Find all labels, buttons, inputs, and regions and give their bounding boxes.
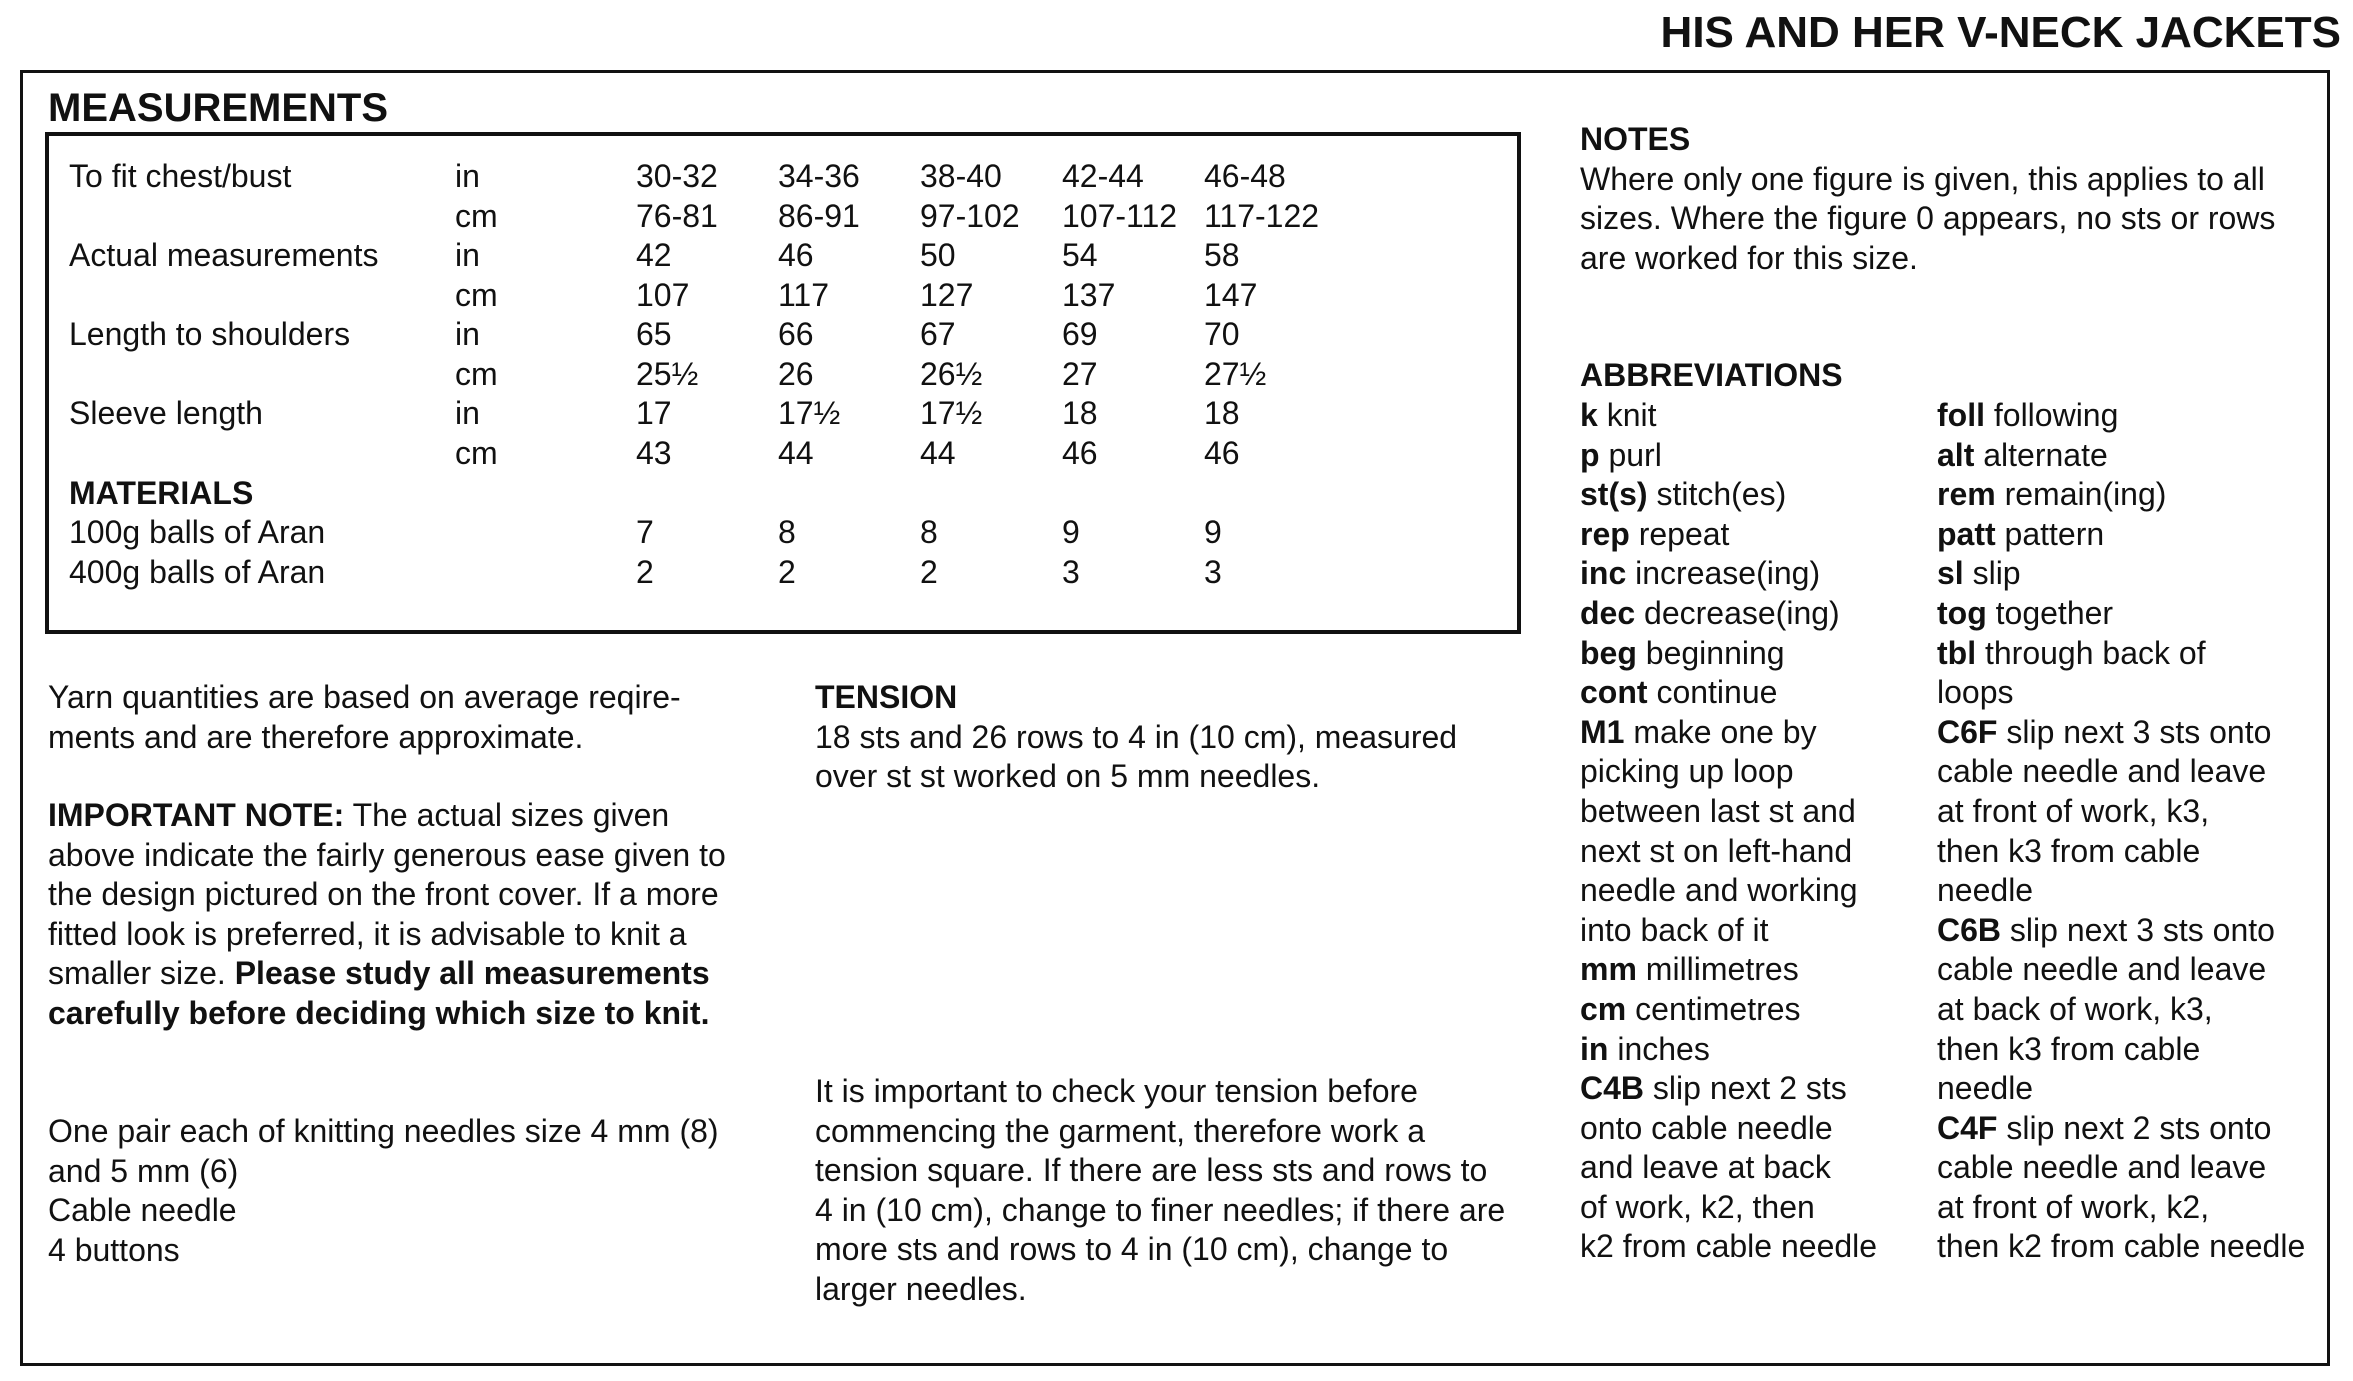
abbreviation-text: needle bbox=[1937, 1070, 2034, 1107]
abbreviation-key: tog bbox=[1937, 594, 1987, 631]
abbreviation-text: continue bbox=[1647, 674, 1778, 711]
abbreviation-text: make one by bbox=[1624, 713, 1817, 750]
measurement-value: 46 bbox=[778, 237, 814, 273]
materials-value: 7 bbox=[636, 514, 654, 550]
abbreviation-key: rep bbox=[1580, 515, 1630, 552]
abbreviation-text: stitch(es) bbox=[1647, 476, 1787, 513]
abbreviation-key: mm bbox=[1580, 951, 1637, 988]
tension-title: TENSION bbox=[815, 679, 958, 715]
materials-value: 8 bbox=[920, 514, 938, 550]
abbreviations-right-column bbox=[1937, 396, 2305, 1267]
abbreviation-item bbox=[1580, 1148, 1877, 1188]
abbreviation-text: slip next 2 sts onto bbox=[1997, 1109, 2272, 1146]
needles-line: Cable needle bbox=[48, 1192, 237, 1229]
abbreviation-text: alternate bbox=[1974, 436, 2108, 473]
abbreviation-item bbox=[1580, 673, 1877, 713]
abbreviation-item bbox=[1937, 911, 2305, 951]
abbreviation-key: C4B bbox=[1580, 1070, 1645, 1107]
measurement-value: 27 bbox=[1062, 356, 1098, 392]
needles-line: 4 buttons bbox=[48, 1231, 180, 1268]
abbreviation-item bbox=[1937, 792, 2305, 832]
abbreviation-text: inches bbox=[1608, 1030, 1710, 1067]
tension-line: 18 sts and 26 rows to 4 in (10 cm), measured bbox=[815, 718, 1458, 755]
measurement-value: 26 bbox=[778, 356, 814, 392]
notes-line: Where only one figure is given, this applies to all bbox=[1580, 160, 2265, 197]
measurement-value: 137 bbox=[1062, 277, 1116, 313]
measurement-value: 107-112 bbox=[1062, 198, 1178, 234]
measurement-unit: cm bbox=[455, 277, 498, 313]
measurement-value: 44 bbox=[778, 435, 814, 471]
abbreviation-text: cable needle and leave bbox=[1937, 753, 2267, 790]
measurement-value: 86-91 bbox=[778, 198, 860, 234]
materials-label: 100g balls of Aran bbox=[69, 514, 326, 550]
abbreviations-title: ABBREVIATIONS bbox=[1580, 357, 1843, 393]
abbreviation-text: beginning bbox=[1636, 634, 1785, 671]
abbreviation-item bbox=[1937, 673, 2305, 713]
abbreviation-item bbox=[1580, 594, 1877, 634]
abbreviation-item bbox=[1580, 1030, 1877, 1070]
materials-title: MATERIALS bbox=[69, 475, 254, 511]
important-note-text: smaller size. bbox=[48, 955, 235, 992]
abbreviation-text: increase(ing) bbox=[1626, 555, 1821, 592]
abbreviation-item bbox=[1580, 990, 1877, 1030]
abbreviation-text: pattern bbox=[1995, 515, 2105, 552]
measurement-unit: in bbox=[455, 237, 480, 273]
materials-value: 9 bbox=[1204, 514, 1222, 550]
abbreviation-key: k bbox=[1580, 397, 1598, 433]
abbreviation-item bbox=[1580, 1109, 1877, 1149]
measurement-value: 17½ bbox=[920, 395, 983, 431]
abbreviation-text: between last st and bbox=[1580, 792, 1856, 829]
measurement-value: 107 bbox=[636, 277, 690, 313]
abbreviation-item bbox=[1580, 1227, 1877, 1267]
abbreviation-item bbox=[1580, 792, 1877, 832]
abbreviation-text: through back of bbox=[1976, 634, 2206, 671]
abbreviation-item bbox=[1937, 1227, 2305, 1267]
abbreviation-text: then k3 from cable bbox=[1937, 832, 2201, 869]
abbreviation-key: patt bbox=[1937, 515, 1996, 552]
measurement-value: 38-40 bbox=[920, 158, 1002, 194]
tension-section bbox=[815, 678, 1457, 797]
abbreviation-key: cm bbox=[1580, 990, 1627, 1027]
abbreviation-item bbox=[1580, 832, 1877, 872]
important-note-emphasis: Please study all measurements bbox=[234, 955, 710, 992]
measurement-value: 46-48 bbox=[1204, 158, 1286, 194]
measurement-value: 27½ bbox=[1204, 356, 1267, 392]
measurement-value: 97-102 bbox=[920, 198, 1020, 234]
materials-value: 3 bbox=[1062, 554, 1080, 590]
materials-value: 2 bbox=[636, 554, 654, 590]
measurement-unit: in bbox=[455, 395, 480, 431]
abbreviation-text: k2 from cable needle bbox=[1580, 1228, 1878, 1265]
abbreviation-text: at front of work, k3, bbox=[1937, 792, 2210, 829]
tension-check-line: 4 in (10 cm), change to finer needles; if there are bbox=[815, 1191, 1506, 1228]
abbreviation-item bbox=[1580, 911, 1877, 951]
measurement-label: To fit chest/bust bbox=[69, 158, 292, 194]
yarn-note bbox=[48, 678, 681, 757]
measurement-value: 46 bbox=[1204, 435, 1240, 471]
measurement-unit: cm bbox=[455, 198, 498, 234]
measurement-value: 25½ bbox=[636, 356, 699, 392]
measurement-unit: cm bbox=[455, 435, 498, 471]
abbreviation-text: remain(ing) bbox=[1995, 476, 2167, 513]
tension-check-line: more sts and rows to 4 in (10 cm), change to bbox=[815, 1231, 1449, 1268]
abbreviation-item bbox=[1937, 1069, 2305, 1109]
abbreviation-text: needle bbox=[1937, 872, 2034, 909]
materials-value: 2 bbox=[778, 554, 796, 590]
measurement-value: 18 bbox=[1062, 395, 1098, 431]
abbreviation-key: sl bbox=[1937, 555, 1964, 592]
measurement-value: 42 bbox=[636, 237, 672, 273]
measurement-value: 18 bbox=[1204, 395, 1240, 431]
abbreviation-item bbox=[1937, 713, 2305, 753]
yarn-note-line: Yarn quantities are based on average reqire- bbox=[48, 679, 681, 715]
abbreviation-text: cable needle and leave bbox=[1937, 951, 2267, 988]
abbreviation-item bbox=[1937, 634, 2305, 674]
abbreviation-text: at front of work, k2, bbox=[1937, 1188, 2210, 1225]
abbreviation-item bbox=[1937, 554, 2305, 594]
measurement-value: 147 bbox=[1204, 277, 1258, 313]
abbreviation-text: decrease(ing) bbox=[1635, 594, 1840, 631]
measurement-value: 43 bbox=[636, 435, 672, 471]
abbreviation-text: onto cable needle bbox=[1580, 1109, 1833, 1146]
abbreviation-key: p bbox=[1580, 436, 1600, 473]
yarn-note-line: ments and are therefore approximate. bbox=[48, 718, 584, 755]
measurement-unit: in bbox=[455, 158, 480, 194]
abbreviation-item bbox=[1937, 1188, 2305, 1228]
abbreviation-text: millimetres bbox=[1636, 951, 1799, 988]
tension-check-line: larger needles. bbox=[815, 1270, 1027, 1307]
tension-check-line: tension square. If there are less sts and rows to bbox=[815, 1152, 1488, 1189]
abbreviation-text: needle and working bbox=[1580, 872, 1858, 909]
important-note-emphasis: carefully before deciding which size to knit. bbox=[48, 994, 710, 1031]
materials-value: 3 bbox=[1204, 554, 1222, 590]
abbreviation-key: C6F bbox=[1937, 713, 1998, 750]
abbreviation-text: then k3 from cable bbox=[1937, 1030, 2201, 1067]
abbreviation-item bbox=[1937, 515, 2305, 555]
notes-line: are worked for this size. bbox=[1580, 239, 1918, 276]
measurement-unit: cm bbox=[455, 356, 498, 392]
needles-line: and 5 mm (6) bbox=[48, 1152, 239, 1189]
measurement-value: 127 bbox=[920, 277, 974, 313]
abbreviation-key: dec bbox=[1580, 594, 1636, 631]
measurement-label: Length to shoulders bbox=[69, 316, 351, 352]
measurement-value: 46 bbox=[1062, 435, 1098, 471]
measurement-value: 117-122 bbox=[1204, 198, 1320, 234]
abbreviation-key: M1 bbox=[1580, 713, 1625, 750]
measurement-value: 66 bbox=[778, 316, 814, 352]
measurement-value: 54 bbox=[1062, 237, 1098, 273]
abbreviation-text: picking up loop bbox=[1580, 753, 1794, 790]
abbreviation-key: C6B bbox=[1937, 911, 2002, 948]
measurement-value: 30-32 bbox=[636, 158, 718, 194]
materials-value: 2 bbox=[920, 554, 938, 590]
abbreviation-item bbox=[1937, 752, 2305, 792]
notes-title: NOTES bbox=[1580, 121, 1691, 157]
needles-line: One pair each of knitting needles size 4 mm (8) bbox=[48, 1113, 719, 1149]
tension-line: over st st worked on 5 mm needles. bbox=[815, 758, 1321, 795]
important-note-text: fitted look is preferred, it is advisable to knit a bbox=[48, 915, 687, 952]
abbreviation-text: of work, k2, then bbox=[1580, 1188, 1815, 1225]
materials-value: 8 bbox=[778, 514, 796, 550]
measurement-value: 76-81 bbox=[636, 198, 718, 234]
abbreviation-key: inc bbox=[1580, 555, 1627, 592]
abbreviation-text: knit bbox=[1597, 397, 1657, 433]
abbreviation-text: purl bbox=[1599, 436, 1662, 473]
measurements-title: MEASUREMENTS bbox=[48, 86, 389, 130]
measurement-value: 26½ bbox=[920, 356, 983, 392]
abbreviation-text: next st on left-hand bbox=[1580, 832, 1853, 869]
abbreviation-key: beg bbox=[1580, 634, 1637, 671]
abbreviation-text: loops bbox=[1937, 674, 2014, 711]
abbreviation-key: foll bbox=[1937, 397, 1985, 433]
abbreviation-text: slip next 3 sts onto bbox=[2001, 911, 2275, 948]
measurement-value: 69 bbox=[1062, 316, 1098, 352]
measurement-value: 50 bbox=[920, 237, 956, 273]
tension-check bbox=[815, 1072, 1505, 1310]
abbreviation-item bbox=[1937, 594, 2305, 634]
important-note-lead: IMPORTANT NOTE: bbox=[48, 797, 345, 833]
abbreviation-item bbox=[1937, 832, 2305, 872]
abbreviation-key: st(s) bbox=[1580, 476, 1648, 513]
abbreviation-text: slip next 3 sts onto bbox=[1997, 713, 2272, 750]
important-note-text: the design pictured on the front cover. If a more bbox=[48, 876, 719, 913]
tension-check-line: It is important to check your tension before bbox=[815, 1073, 1418, 1109]
abbreviation-text: then k2 from cable needle bbox=[1937, 1228, 2306, 1265]
measurement-value: 70 bbox=[1204, 316, 1240, 352]
abbreviation-item bbox=[1580, 950, 1877, 990]
materials-label: 400g balls of Aran bbox=[69, 554, 326, 590]
abbreviation-key: alt bbox=[1937, 436, 1975, 473]
abbreviation-text: together bbox=[1986, 594, 2114, 631]
abbreviation-item bbox=[1580, 436, 1877, 476]
abbreviation-item bbox=[1580, 1188, 1877, 1228]
abbreviation-item bbox=[1937, 396, 2305, 436]
abbreviation-item bbox=[1580, 396, 1877, 436]
measurement-value: 58 bbox=[1204, 237, 1240, 273]
abbreviation-item bbox=[1580, 713, 1877, 753]
measurement-unit: in bbox=[455, 316, 480, 352]
abbreviation-key: tbl bbox=[1937, 634, 1977, 671]
tension-check-line: commencing the garment, therefore work a bbox=[815, 1112, 1426, 1149]
measurement-value: 44 bbox=[920, 435, 956, 471]
measurement-value: 17½ bbox=[778, 395, 841, 431]
abbreviation-item bbox=[1580, 475, 1877, 515]
abbreviation-text: into back of it bbox=[1580, 911, 1769, 948]
abbreviation-item bbox=[1937, 475, 2305, 515]
important-note-text: above indicate the fairly generous ease given to bbox=[48, 836, 726, 873]
abbreviation-item bbox=[1937, 1030, 2305, 1070]
measurement-value: 34-36 bbox=[778, 158, 860, 194]
measurement-label: Sleeve length bbox=[69, 395, 263, 431]
measurement-value: 67 bbox=[920, 316, 956, 352]
abbreviation-text: slip next 2 sts bbox=[1644, 1070, 1847, 1107]
measurement-value: 17 bbox=[636, 395, 672, 431]
abbreviation-key: rem bbox=[1937, 476, 1996, 513]
abbreviation-text: repeat bbox=[1629, 515, 1730, 552]
measurement-value: 117 bbox=[778, 277, 830, 313]
abbreviation-item bbox=[1937, 950, 2305, 990]
abbreviation-text: and leave at back bbox=[1580, 1149, 1831, 1186]
abbreviation-text: at back of work, k3, bbox=[1937, 990, 2213, 1027]
abbreviation-item bbox=[1937, 1109, 2305, 1149]
abbreviation-item bbox=[1580, 515, 1877, 555]
abbreviations-left-column bbox=[1580, 396, 1877, 1267]
abbreviation-item bbox=[1580, 554, 1877, 594]
notes-line: sizes. Where the figure 0 appears, no sts or rows bbox=[1580, 200, 2276, 237]
abbreviation-key: C4F bbox=[1937, 1109, 1998, 1146]
abbreviation-item bbox=[1580, 634, 1877, 674]
abbreviation-item bbox=[1937, 871, 2305, 911]
abbreviation-item bbox=[1580, 1069, 1877, 1109]
abbreviation-key: in bbox=[1580, 1030, 1609, 1067]
abbreviation-text: following bbox=[1984, 397, 2119, 433]
abbreviation-item bbox=[1937, 436, 2305, 476]
abbreviation-key: cont bbox=[1580, 674, 1648, 711]
abbreviation-text: cable needle and leave bbox=[1937, 1149, 2267, 1186]
abbreviation-item bbox=[1937, 1148, 2305, 1188]
important-note-text: The actual sizes given bbox=[344, 797, 670, 833]
notes-section bbox=[1580, 120, 2275, 278]
abbreviation-text: slip bbox=[1963, 555, 2021, 592]
abbreviation-item bbox=[1580, 871, 1877, 911]
abbreviation-text: centimetres bbox=[1626, 990, 1801, 1027]
measurement-value: 65 bbox=[636, 316, 672, 352]
abbreviation-item bbox=[1937, 990, 2305, 1030]
measurement-value: 42-44 bbox=[1062, 158, 1144, 194]
materials-value: 9 bbox=[1062, 514, 1080, 550]
important-note bbox=[48, 796, 726, 1034]
needles-list bbox=[48, 1112, 719, 1270]
page-title: HIS AND HER V-NECK JACKETS bbox=[1660, 8, 2341, 57]
abbreviation-item bbox=[1580, 752, 1877, 792]
measurement-label: Actual measurements bbox=[69, 237, 379, 273]
